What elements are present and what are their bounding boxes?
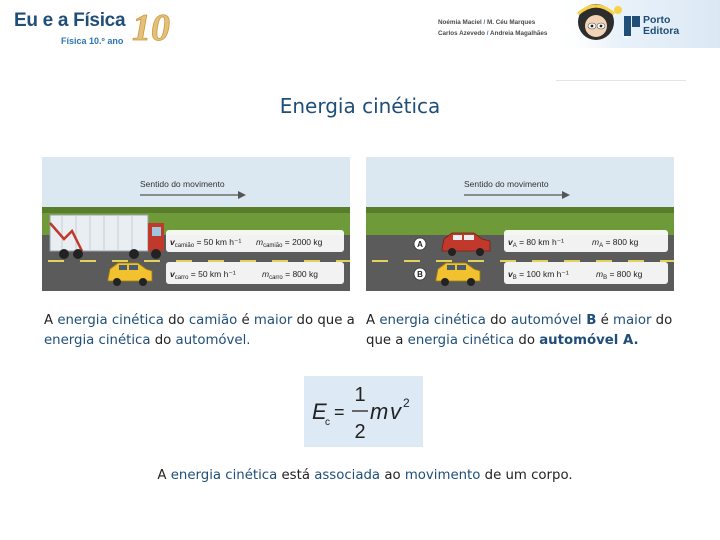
caption-highlight: automóvel (510, 313, 582, 328)
authors-line-1 (438, 17, 547, 28)
caption-truck-vs-car (44, 311, 356, 351)
brand-number: 10 (132, 7, 170, 48)
publisher-line-2: Editora (643, 25, 680, 37)
conclusion-text: de um corpo. (480, 468, 573, 483)
caption-text: do (163, 313, 189, 328)
conclusion-statement (0, 468, 720, 483)
car-mass-label: $m_{carro} = 800$ kg (262, 269, 318, 281)
caption-text: A (44, 313, 58, 328)
caption-highlight: maior (613, 313, 652, 328)
authors-block (438, 17, 547, 39)
brand-subtitle: Física 10.º ano (61, 36, 124, 46)
conclusion-highlight: movimento (404, 468, 481, 483)
formula-numerator: 1 (354, 384, 366, 406)
caption-highlight: maior (253, 313, 293, 328)
caption-highlight: automóvel A. (539, 333, 639, 348)
brand-logo (14, 4, 170, 48)
caption-text: é (237, 313, 254, 328)
conclusion-highlight: energia cinética (170, 468, 278, 483)
publisher-logo-icon (624, 16, 640, 36)
caption-text: do que a (292, 313, 355, 328)
formula-denominator: 2 (354, 421, 366, 443)
direction-label: Sentido do movimento (464, 179, 549, 189)
caption-text: é (596, 313, 614, 328)
formula-ec: E (312, 399, 327, 424)
car-velocity-label: $v_{carro} = 50$ km h⁻¹ (170, 269, 236, 281)
authors-line-2 (438, 28, 547, 39)
author-separator: / (486, 30, 489, 37)
formula-exponent: 2 (403, 396, 410, 410)
caption-highlight: camião (188, 313, 238, 328)
formula-ec-subscript: c (325, 417, 330, 428)
car-b-marker-label: B (417, 270, 423, 279)
kinetic-energy-formula (304, 376, 423, 447)
scene-truck-vs-car (42, 157, 350, 291)
caption-highlight: energia cinética (44, 333, 151, 348)
car-b-velocity-label: $v_B = 100$ km h⁻¹ (508, 269, 569, 281)
publisher-line-1: Porto (643, 14, 671, 26)
direction-label: Sentido do movimento (140, 179, 225, 189)
caption-highlight: B (581, 313, 597, 328)
caption-highlight: energia cinética (379, 313, 486, 328)
author-name: Carlos Azevedo (438, 30, 486, 37)
caption-highlight: energia cinética (57, 313, 164, 328)
caption-text: do (485, 313, 511, 328)
formula-equals: = (334, 402, 345, 422)
publisher-name (643, 15, 679, 37)
author-name: M. Céu Marques (487, 19, 536, 26)
author-name: Noémia Maciel (438, 19, 482, 26)
conclusion-text: A (157, 468, 171, 483)
car-a-mass-label: $m_A = 800$ kg (592, 237, 639, 249)
caption-text: A (366, 313, 380, 328)
author-name: Andreia Magalhães (490, 30, 548, 37)
conclusion-text: está (277, 468, 315, 483)
truck-velocity-label: $v_{camião} = 50$ km h⁻¹ (170, 237, 242, 249)
car-a-velocity-label: $v_A = 80$ km h⁻¹ (508, 237, 564, 249)
conclusion-text: ao (380, 468, 405, 483)
caption-text: do (514, 333, 540, 348)
header-divider (556, 80, 686, 81)
caption-text: do que a (366, 313, 673, 348)
conclusion-highlight: associada (314, 468, 381, 483)
caption-car-a-vs-car-b (366, 311, 690, 351)
car-b-mass-label: $m_B = 800$ kg (596, 269, 643, 281)
slide-title: Energia cinética (279, 94, 441, 118)
author-separator: / (483, 19, 486, 26)
formula-v: v (390, 399, 401, 424)
caption-highlight: energia cinética (407, 333, 515, 348)
scene-car-a-vs-car-b (366, 157, 674, 291)
truck-mass-label: $m_{camião} = 2000$ kg (256, 237, 323, 249)
formula-m: m (370, 399, 389, 424)
brand-ten-mark (130, 4, 178, 48)
caption-highlight: automóvel. (175, 333, 251, 348)
caption-text: do (150, 333, 176, 348)
brand-title: Eu e a Física (14, 10, 126, 31)
car-a-marker-label: A (417, 240, 423, 249)
